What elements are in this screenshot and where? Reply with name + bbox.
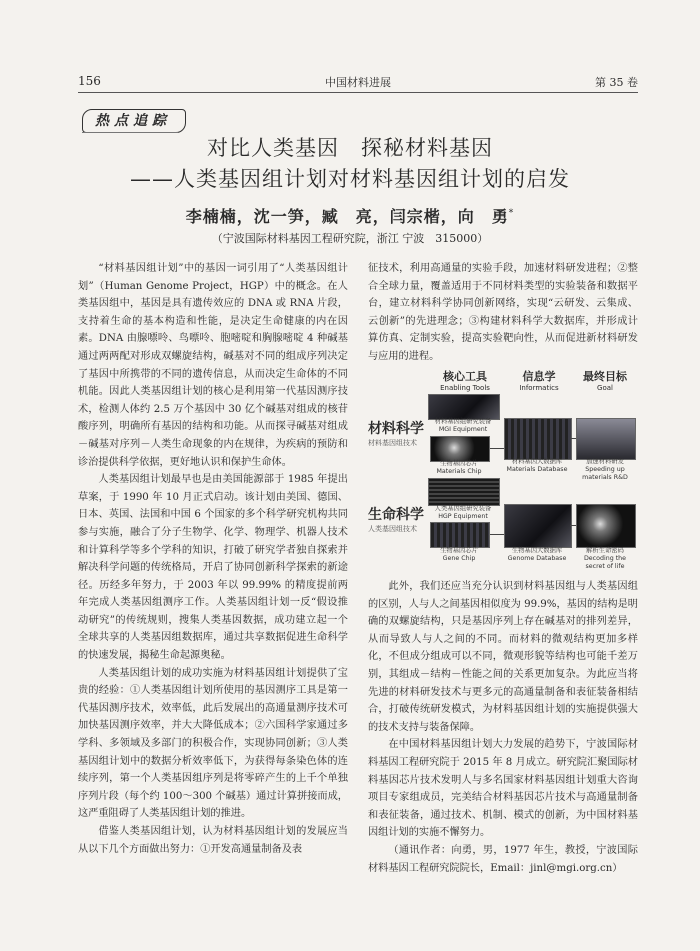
header-cn: 核心工具	[443, 370, 487, 383]
row-label-cn: 生命科学	[368, 507, 424, 523]
row-label-en: 人类基因组技术	[368, 525, 417, 533]
figure-row-label	[368, 504, 424, 534]
figure-col-header	[570, 368, 640, 392]
column-tag: 热点追踪	[82, 109, 186, 133]
arrow-right-icon	[570, 525, 576, 534]
figure-caption: 加速材料研发 Speeding up materials R&D	[582, 458, 628, 481]
comparison-figure	[368, 368, 640, 568]
paragraph: 在中国材料基因组计划大力发展的趋势下，宁波国际材料基因工程研究院于 2015 年 8 月成立。研究院汇聚国际材料基因芯片技术发明人与多名国家材料基因组计划重大咨询项目专家组成员，完美结合材料基因芯片技术与高通量制备和表征装备，通过技术、机制、模式的创新，为中国材料基因组计划的实施不懈努力。	[368, 739, 638, 839]
running-header	[78, 74, 638, 90]
figure-col-header	[430, 368, 500, 392]
figure-row-label	[368, 418, 424, 448]
paragraph: 人类基因组计划的成功实施为材料基因组计划提供了宝贵的经验：①人类基因组计划所使用的基因测序工具是第一代基因测序技术，效率低，此后发展出的高通量测序技术可加快基因测序效率，并大大降低成本；②六国科学家通过多学科、多领域及多部门的积极合作，实现协同创新；③人类基因组计划中的数据分析效率低下，为获得每条染色体的连续序列，第一个人类基因组序列是将零碎产生的上千个单独序列片段（每个约 100～300 个碱基）通过计算拼接而成，这严重阻碍了人类基因组计划的推进。	[78, 667, 348, 820]
figure-caption: 材料基因组研究装备 MGI Equipment	[434, 418, 492, 433]
figure-caption: 材料基因大数据库 Materials Database	[506, 458, 568, 473]
row-label-cn: 材料科学	[368, 421, 424, 437]
header-cn: 信息学	[522, 370, 556, 383]
figure-caption: 生物基因芯片 Materials Chip	[436, 460, 482, 475]
arrow-right-icon	[490, 534, 504, 543]
arrow-right-icon	[490, 448, 504, 457]
volume-label: 第 35 卷	[595, 76, 638, 89]
corresponding-mark: *	[508, 208, 515, 219]
row-label-en: 材料基因组技术	[368, 439, 417, 447]
right-column-bottom	[368, 578, 638, 877]
arrow-right-icon	[570, 438, 576, 447]
chip-photo	[430, 436, 490, 462]
figure-caption: 人类基因组研究装备 HGP Equipment	[434, 505, 492, 520]
chip-photo	[430, 522, 490, 548]
paragraph: 借鉴人类基因组计划，认为材料基因组计划的发展应当从以下几个方面做出努力：①开发高通量制备及表	[78, 826, 348, 855]
paragraph: 征技术，利用高通量的实验手段，加速材料研发进程；②整合全球力量，覆盖适用于不同材料类型的实验装备和数据平台，建立材料科学协同创新网络，实现“云研发、云集成、云创新”的先进理念；③构建材料科学大数据库，并形成计算仿真、定制实验，提高实验靶向性，从而促进新材料研发与应用的进程。	[368, 263, 638, 362]
affiliation: （宁波国际材料基因工程研究院，浙江 宁波 315000）	[211, 232, 489, 245]
author-names: 李楠楠，沈一笋，臧 亮，闫宗楷，向 勇	[185, 207, 509, 226]
header-en: Enabling Tools	[440, 384, 490, 392]
database-photo	[504, 418, 572, 460]
header-cn: 最终目标	[583, 370, 627, 383]
figure-caption: 生物基因大数据库 Genome Database	[507, 547, 567, 562]
goal-photo	[576, 504, 636, 548]
page-number: 156	[78, 74, 101, 88]
paragraph: “材料基因组计划”中的基因一词引用了“人类基因组计划”（Human Genome Project，HGP）中的概念。在人类基因组中，基因是具有遗传效应的 DNA 或 RNA 片段，支持着生命的基本构造和性能，是决定生命健康的内在因素。DNA 由腺嘌呤、鸟嘌呤、胞嘧啶和胸腺嘧啶 4 种碱基通过两两配对形成双螺旋结构，碱基对不同的组成序列决定了基因中所携带的不同的遗传信息，从而决定生命体的不同机能。因此人类基因组计划的核心是利用第一代基因测序技术，检测人体约 2.5 万个基因中 30 亿个碱基对组成的核苷酸序列，明确所有基因的结构和功能。从而探寻碱基对组成－碱基对序列－人类生命现象的内在规律，为疾病的预防和诊治提供科学依据，更好地认识和保护生命体。	[78, 263, 348, 468]
article-subtitle: ——人类基因组计划对材料基因组计划的启发	[130, 167, 570, 191]
equipment-photo	[428, 478, 500, 506]
figure-caption: 解析生命密码 Decoding the secret of life	[583, 547, 627, 570]
paragraph: 人类基因组计划最早也是由美国能源部于 1985 年提出草案，于 1990 年 10 月正式启动。该计划由美国、德国、日本、英国、法国和中国 6 个国家的多个科学研究机构共同参与实施，融合了分子生物学、化学、物理学、机器人技术和计算科学等多个学科的知识，打破了研究学者独自探索并解决科学问题的传统格局，开启了协同创新科学探索的新途径。历经多年努力，于 2003 年以 99.99% 的精度提前两年完成人类基因组测序工作。人类基因组计划一反“假设推动研究”的传统规则，搜集人类基因数据，成功建立起一个全球共享的人类基因组数据库，通过共享数据促进生命科学的快速发展，揭秘生命起源奥秘。	[78, 474, 348, 662]
corresponding-author-note: （通讯作者：向勇，男，1977 年生，教授，宁波国际材料基因工程研究院院长，Email：jinl@mgi.org.cn）	[368, 844, 638, 874]
header-en: Informatics	[519, 384, 559, 392]
article-title: 对比人类基因 探秘材料基因	[207, 136, 493, 160]
right-column-top	[368, 260, 638, 366]
database-photo	[504, 504, 572, 548]
author-list	[0, 204, 700, 227]
journal-name: 中国材料进展	[325, 76, 391, 89]
paragraph: 此外，我们还应当充分认识到材料基因组与人类基因组的区别，人与人之间基因相似度为 99.9%，基因的结构是明确的双螺旋结构，只是基因序列上存在碱基对的排列差异，从而导致人与人之间的不同。而材料的微观结构更加多样化，不但成分组成可以不同，微观形貌等结构也可能千差万别，其组成－结构－性能之间的关系更加复杂。为此应当将先进的材料研发技术与更多元的高通量制备和表征装备相结合，打破传统研发模式，为材料基因组计划的实施提供强大的技术支持与装备保障。	[368, 581, 638, 733]
left-column	[78, 260, 348, 858]
figure-caption: 生物基因芯片 Gene Chip	[440, 547, 478, 562]
figure-col-header	[504, 368, 574, 392]
goal-photo	[576, 418, 636, 460]
header-rule	[78, 92, 638, 93]
header-en: Goal	[597, 384, 613, 392]
equipment-photo	[428, 394, 500, 420]
